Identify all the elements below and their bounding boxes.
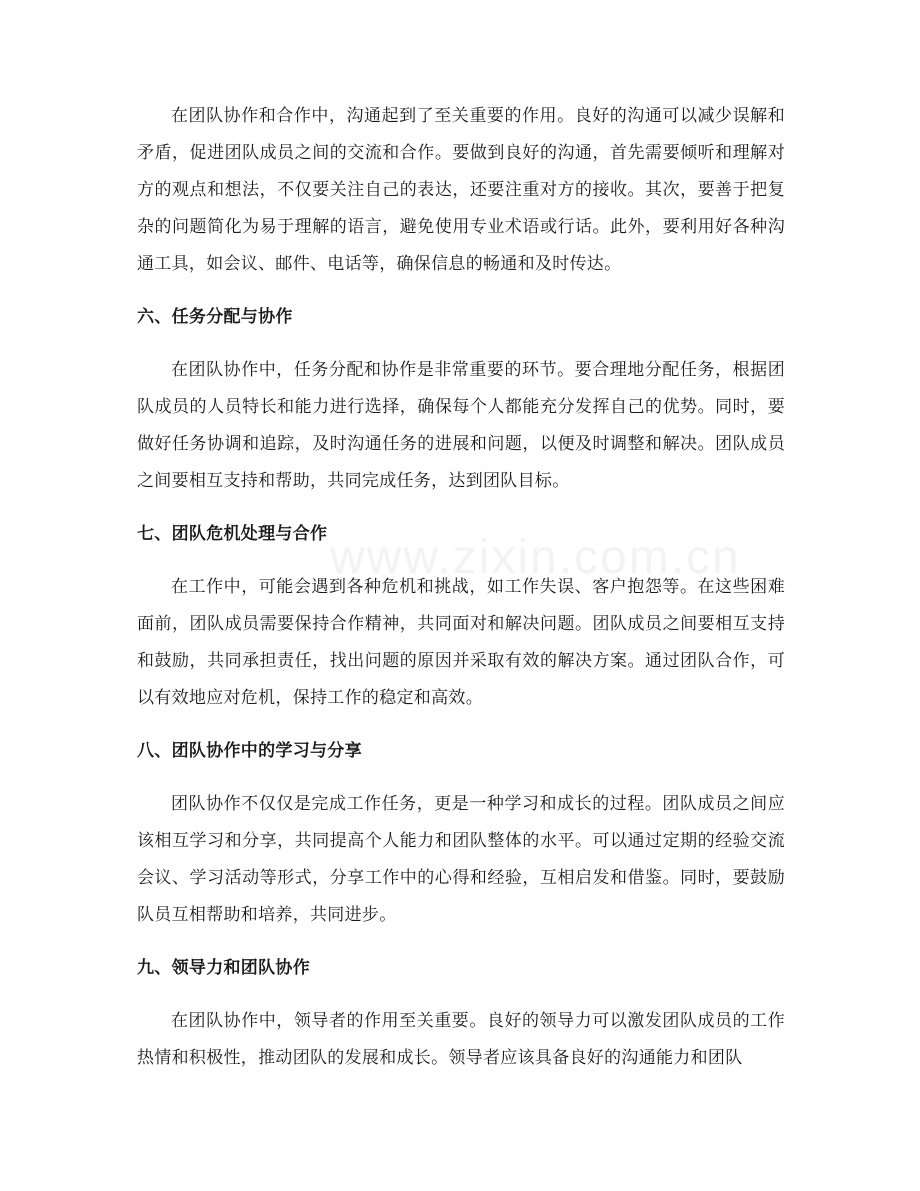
intro-paragraph: 在团队协作和合作中，沟通起到了至关重要的作用。良好的沟通可以减少误解和矛盾，促进团队成员之间的交流和合作。要做到良好的沟通，首先需要倾听和理解对方的观点和想法，不仅要关注自己的表达，还要注重对方的接收。其次，要善于把复杂的问题简化为易于理解的语言，避免使用专业术语或行话。此外，要利用好各种沟通工具，如会议、邮件、电话等，确保信息的畅通和及时传达。 xyxy=(137,106,785,274)
section-body-9: 在团队协作中，领导者的作用至关重要。良好的领导力可以激发团队成员的工作热情和积极性，推动团队的发展和成长。领导者应该具备良好的沟通能力和团队 xyxy=(137,1011,785,1068)
watermark: www.zixin.com.cn xyxy=(330,531,741,584)
section-heading-6: 六、任务分配与协作 xyxy=(137,307,293,327)
section-body-7: 在工作中，可能会遇到各种危机和挑战，如工作失误、客户抱怨等。在这些困难面前，团队成员需要保持合作精神，共同面对和解决问题。团队成员之间要相互支持和鼓励，共同承担责任，找出问题的原因并采取有效的解决方案。通过团队合作，可以有效地应对危机，保持工作的稳定和高效。 xyxy=(137,577,785,708)
section-heading-9: 九、领导力和团队协作 xyxy=(137,958,310,978)
section-body-6: 在团队协作中，任务分配和协作是非常重要的环节。要合理地分配任务，根据团队成员的人员特长和能力进行选择，确保每个人都能充分发挥自己的优势。同时，要做好任务协调和追踪，及时沟通任务的进展和问题，以便及时调整和解决。团队成员之间要相互支持和帮助，共同完成任务，达到团队目标。 xyxy=(137,360,785,491)
section-body-8: 团队协作不仅仅是完成工作任务，更是一种学习和成长的过程。团队成员之间应该相互学习和分享，共同提高个人能力和团队整体的水平。可以通过定期的经验交流会议、学习活动等形式，分享工作中的心得和经验，互相启发和借鉴。同时，要鼓励队员互相帮助和培养，共同进步。 xyxy=(137,794,785,925)
document-body xyxy=(137,98,785,1077)
section-heading-7: 七、团队危机处理与合作 xyxy=(137,524,328,544)
section-heading-8: 八、团队协作中的学习与分享 xyxy=(137,741,362,761)
